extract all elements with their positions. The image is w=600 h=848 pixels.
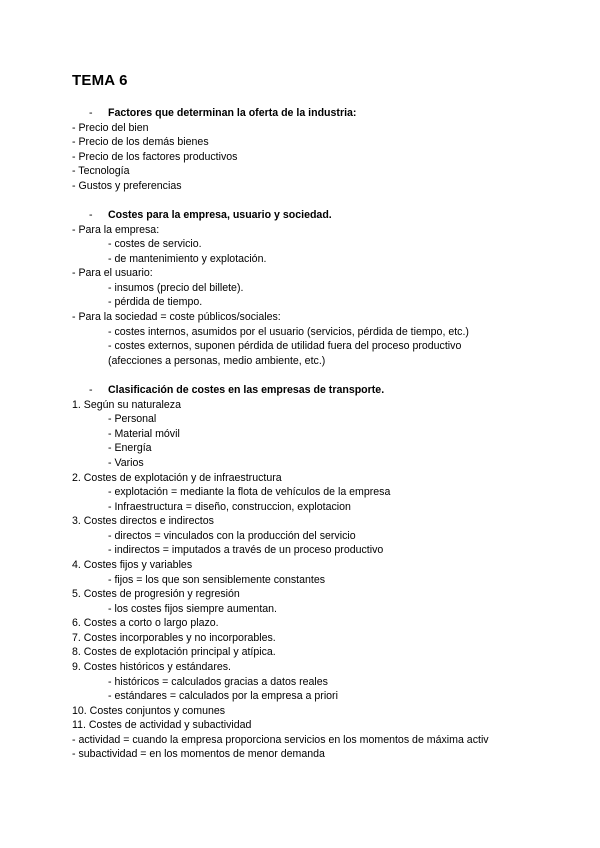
list-item: - Precio de los demás bienes bbox=[72, 136, 209, 148]
text-line: - Material móvil bbox=[108, 428, 180, 440]
heading-bullet: - bbox=[89, 384, 93, 396]
text-line: 8. Costes de explotación principal y atípica. bbox=[72, 646, 276, 658]
text-line: - explotación = mediante la flota de vehículos de la empresa bbox=[108, 486, 391, 498]
text-line: - insumos (precio del billete). bbox=[108, 282, 244, 294]
text-line: 9. Costes históricos y estándares. bbox=[72, 661, 231, 673]
text-line: - costes internos, asumidos por el usuario (servicios, pérdida de tiempo, etc.) bbox=[108, 326, 469, 338]
text-line: - Para la sociedad = coste públicos/sociales: bbox=[72, 311, 281, 323]
text-line: (afecciones a personas, medio ambiente, etc.) bbox=[108, 355, 326, 367]
section-heading-text: Clasificación de costes en las empresas de transporte. bbox=[108, 384, 385, 396]
list-item: - Precio de los factores productivos bbox=[72, 151, 238, 163]
list-item: - Tecnología bbox=[72, 165, 130, 177]
text-line: - pérdida de tiempo. bbox=[108, 296, 203, 308]
text-line: - históricos = calculados gracias a datos reales bbox=[108, 676, 328, 688]
text-line: - Personal bbox=[108, 413, 157, 425]
text-line: 3. Costes directos e indirectos bbox=[72, 515, 214, 527]
text-line: - Para el usuario: bbox=[72, 267, 153, 279]
section-heading-text: Factores que determinan la oferta de la industria: bbox=[108, 107, 357, 119]
list-item: - Precio del bien bbox=[72, 122, 149, 134]
text-line: 5. Costes de progresión y regresión bbox=[72, 588, 240, 600]
text-line: - actividad = cuando la empresa proporciona servicios en los momentos de máxima activ bbox=[72, 734, 489, 746]
text-line: - Para la empresa: bbox=[72, 224, 160, 236]
heading-bullet: - bbox=[89, 107, 93, 119]
text-line: 6. Costes a corto o largo plazo. bbox=[72, 617, 219, 629]
text-line: - de mantenimiento y explotación. bbox=[108, 253, 267, 265]
section-heading-text: Costes para la empresa, usuario y sociedad. bbox=[108, 209, 332, 221]
section-heading bbox=[89, 106, 356, 120]
text-line: - estándares = calculados por la empresa a priori bbox=[108, 690, 338, 702]
text-line: 10. Costes conjuntos y comunes bbox=[72, 705, 226, 717]
text-line: 2. Costes de explotación y de infraestructura bbox=[72, 472, 282, 484]
text-line: 7. Costes incorporables y no incorporables. bbox=[72, 632, 276, 644]
text-line: - subactividad = en los momentos de menor demanda bbox=[72, 748, 325, 760]
text-line: - Energía bbox=[108, 442, 152, 454]
text-line: - fijos = los que son sensiblemente constantes bbox=[108, 574, 326, 586]
section-heading bbox=[89, 383, 384, 397]
text-line: - costes externos, suponen pérdida de utilidad fuera del proceso productivo bbox=[108, 340, 462, 352]
heading-bullet: - bbox=[89, 209, 93, 221]
section-heading bbox=[89, 208, 332, 222]
text-line: 11. Costes de actividad y subactividad bbox=[72, 719, 252, 731]
text-line: - Infraestructura = diseño, construccion, explotacion bbox=[108, 501, 351, 513]
text-line: 4. Costes fijos y variables bbox=[72, 559, 193, 571]
text-line: 1. Según su naturaleza bbox=[72, 399, 181, 411]
text-line: - indirectos = imputados a través de un proceso productivo bbox=[108, 544, 384, 556]
list-item: - Gustos y preferencias bbox=[72, 180, 182, 192]
text-line: - los costes fijos siempre aumentan. bbox=[108, 603, 277, 615]
text-line: - Varios bbox=[108, 457, 144, 469]
page-title: TEMA 6 bbox=[72, 72, 128, 89]
text-line: - directos = vinculados con la producción del servicio bbox=[108, 530, 356, 542]
text-line: - costes de servicio. bbox=[108, 238, 202, 250]
